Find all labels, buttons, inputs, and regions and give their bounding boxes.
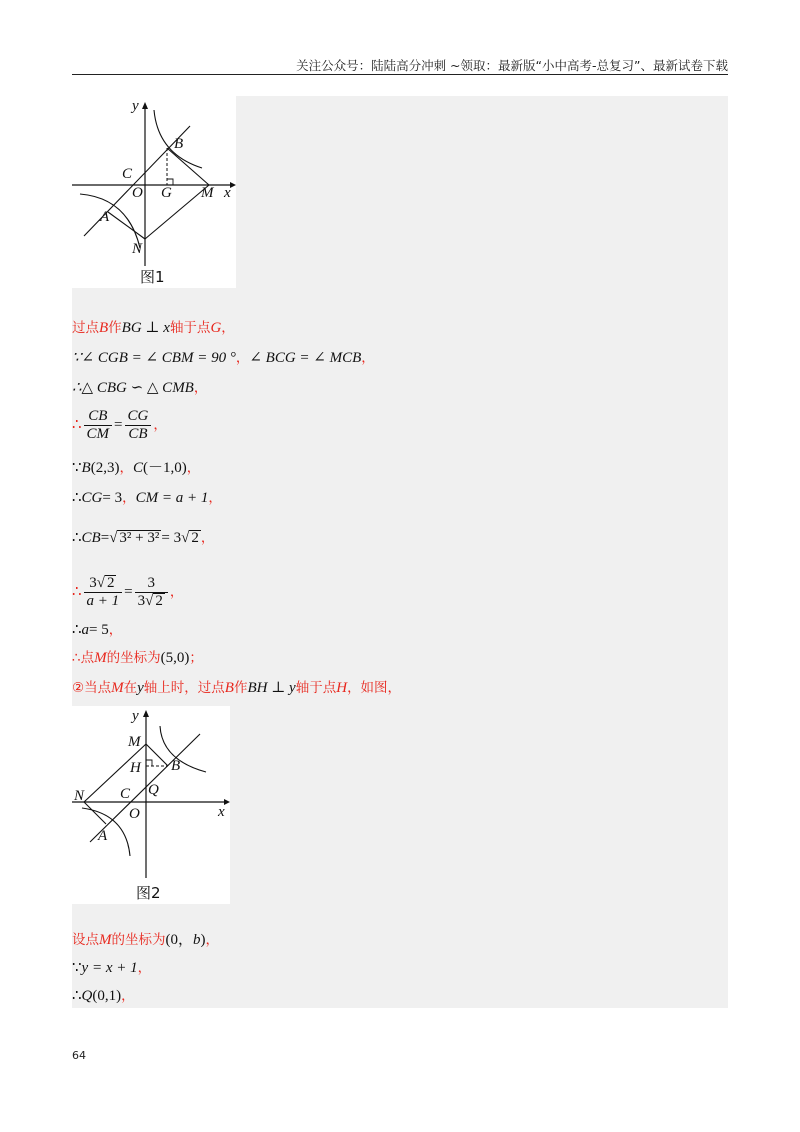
y-axis-arrow <box>143 710 149 717</box>
x-axis-arrow <box>230 182 236 188</box>
header-divider <box>72 74 728 75</box>
label-m: M <box>201 185 214 201</box>
label-n: N <box>74 788 85 804</box>
label-b: B <box>171 758 181 774</box>
line-9: ∴a= 5， <box>72 622 123 638</box>
label-q: Q <box>148 782 159 798</box>
segment-mb <box>146 744 168 766</box>
line-8: ∴ $\frac{3√ 2}{a + 1}$ = $\frac{3}{3√ 2}$ ， <box>72 575 184 609</box>
segment-na <box>108 212 145 239</box>
page-header: 关注公众号：陆陆高分冲刺 ~领取：最新版“小中高考-总复习”、最新试卷下载 <box>296 58 728 73</box>
figure-2-caption: 图2 <box>136 884 161 902</box>
figure-1 <box>72 96 236 288</box>
label-x: x <box>218 804 225 820</box>
page-number: 64 <box>72 1049 86 1062</box>
label-x: x <box>224 185 231 201</box>
line-4: ∴ $\frac{CB}{CM}$ = $\frac{CG}{CB}$ ， <box>72 408 167 442</box>
figure-1-graph <box>72 96 236 288</box>
label-c: C <box>120 786 131 802</box>
line-11: ②当点M在y轴上时，过点B作BH ⊥ y轴于点H，如图， <box>72 680 402 696</box>
line-5: ∵B(2,3)，C(－1,0)， <box>72 460 201 476</box>
label-a: A <box>98 828 108 844</box>
label-o: O <box>129 806 140 822</box>
label-g: G <box>161 185 172 201</box>
label-m: M <box>128 734 141 750</box>
x-axis-arrow <box>224 799 230 805</box>
label-o: O <box>132 185 143 201</box>
line-14: ∴Q(0,1)， <box>72 988 135 1004</box>
label-a: A <box>100 209 110 225</box>
hyperbola-branch-2 <box>80 194 140 248</box>
label-y: y <box>132 708 139 724</box>
segment-mn <box>145 185 209 239</box>
line-6: ∴CG= 3，CM = a + 1， <box>72 490 222 506</box>
line-ab <box>90 734 200 842</box>
label-b: B <box>174 136 184 152</box>
line-1: 过点B作BG ⊥ x轴于点G， <box>72 320 235 336</box>
figure-1-caption: 图1 <box>140 268 165 286</box>
line-13: ∵y = x + 1， <box>72 960 152 976</box>
figure-2-graph <box>72 706 230 904</box>
figure-2 <box>72 706 230 904</box>
right-angle-mark <box>146 760 152 766</box>
label-y: y <box>132 98 139 114</box>
line-12: 设点M的坐标为(0，b)， <box>72 932 219 948</box>
label-c: C <box>122 166 133 182</box>
segment-na <box>84 802 106 824</box>
line-10: ∴点M的坐标为(5,0)； <box>72 650 203 666</box>
label-n: N <box>132 241 143 257</box>
y-axis-arrow <box>142 102 148 109</box>
line-2: ∵∠ CGB = ∠ CBM = 90 °，∠ BCG = ∠ MCB， <box>72 350 375 366</box>
line-3: ∴△ CBG ∽ △ CMB， <box>72 380 208 396</box>
line-7: ∴CB=√ 3² + 3² = 3√ 2 ， <box>72 530 215 546</box>
label-h: H <box>130 760 141 776</box>
